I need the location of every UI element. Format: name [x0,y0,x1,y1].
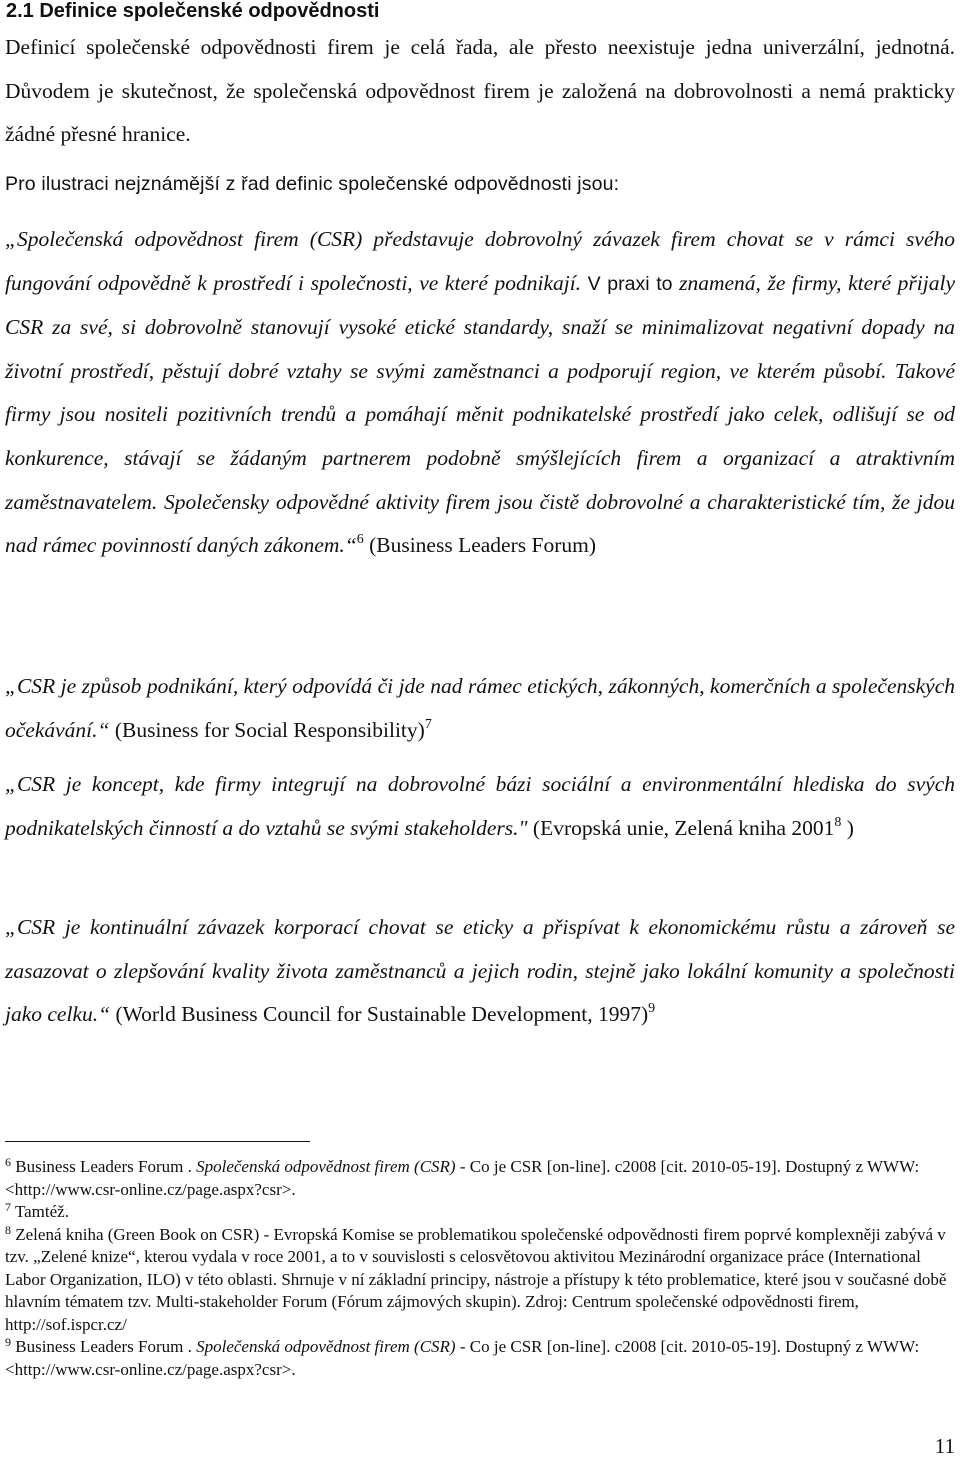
definition-1-quote-a: „Společenská odpovědnost firem (CSR) představuje dobrovolný závazek firem chovat se v rámci svého fungování odpovědně k prostředí i společnosti, ve které podnikají. [5,227,955,295]
footnote-6-title: Společenská odpovědnost firem (CSR) [196,1157,456,1176]
footnote-ref-9[interactable]: 9 [648,1001,656,1017]
definition-1-mid: V praxi to [581,272,680,295]
lead-paragraph: Pro ilustraci nejznámější z řad definic společenské odpovědnosti jsou: [5,173,620,195]
footnote-6-number: 6 [5,1155,11,1169]
definition-4-source: (World Business Council for Sustainable Development, 1997) [110,1002,649,1027]
footnote-6-text: Business Leaders Forum . [11,1157,197,1176]
footnote-7-number: 7 [5,1200,11,1214]
document-page [5,0,955,1464]
footnote-8-number: 8 [5,1222,11,1237]
footnote-9-text: Business Leaders Forum . [11,1337,197,1356]
footnote-9 [5,1336,955,1381]
footnote-6-citation: - Co je CSR [on-line]. c2008 [cit. 2010-05-19]. Dostupný z WWW: <http://www.csr-online.cz/page.aspx?csr>. [5,1157,920,1199]
footnote-9-title: Společenská odpovědnost firem (CSR) [196,1337,456,1356]
definition-2 [5,665,955,752]
footnote-ref-6[interactable]: 6 [356,532,364,548]
footnote-6 [5,1156,955,1201]
definition-3-quote: „CSR je koncept, kde firmy integrují na dobrovolné bázi sociální a environmentální hlediska do svých podnikatelských činností a do vztahů se svými stakeholders." [5,772,955,840]
footnotes [5,1156,955,1381]
page-number: 11 [934,1434,955,1458]
footnote-ref-7[interactable]: 7 [424,716,432,732]
footnote-7 [5,1201,955,1224]
definition-4 [5,906,955,1037]
section-heading: 2.1 Definice společenské odpovědnosti [6,0,380,22]
definition-2-quote: „CSR je způsob podnikání, který odpovídá či jde nad rámec etických, zákonných, komerčních a společenských očekávání.“ [5,674,955,742]
definition-3-source-b: ) [841,815,854,840]
definition-3-source-a: (Evropská unie, Zelená kniha 2001 [527,815,835,840]
definition-4-quote: „CSR je kontinuální závazek korporací chovat se eticky a přispívat k ekonomickému růstu a zároveň se zasazovat o zlepšování kvality života zaměstnanců a jejich rodin, stejně jako lokální komunity a společnosti jako celku.“ [5,915,955,1027]
definition-1-quote-b: znamená, že firmy, které přijaly CSR za své, si dobrovolně stanovují vysoké etické standardy, snaží se minimalizovat negativní dopady na životní prostředí, pěstují dobré vztahy se svými zaměstnanci a podporují region, ve kterém působí. Takové firmy jsou nositeli pozitivních trendů a pomáhají měnit podnikatelské prostředí jako celek, odlišují se od konkurence, stávají se žádaným partnerem podobně smýšlejících firem a organizací a atraktivním zaměstnavatelem. Společensky odpovědné aktivity firem jsou čistě dobrovolné a charakteristické tím, že jdou nad rámec povinností daných zákonem.“ [5,270,955,558]
footnote-ref-8[interactable]: 8 [834,814,842,830]
footnote-7-text: Tamtéž. [11,1202,69,1221]
intro-paragraph: Definicí společenské odpovědnosti firem je celá řada, ale přesto neexistuje jedna univerzální, jednotná. Důvodem je skutečnost, že společenská odpovědnost firem je založená na dobrovolnosti a nemá prakticky žádné přesné hranice. [5,35,955,147]
footnote-9-citation: - Co je CSR [on-line]. c2008 [cit. 2010-05-19]. Dostupný z WWW: <http://www.csr-online.cz/page.aspx?csr>. [5,1337,920,1379]
definition-1-source: (Business Leaders Forum) [363,533,596,558]
footnote-9-number: 9 [5,1335,11,1349]
definition-2-source: (Business for Social Responsibility) [109,717,425,742]
definition-1 [5,218,955,568]
footnote-8-text: Zelená kniha (Green Book on CSR) - Evropská Komise se problematikou společenské odpovědnosti firem poprvé komplexněji zabývá v tzv. „Zelené knize“, kterou vydala v roce 2001, a to v souvislosti s celosvětovou aktivitou Mezinárodní organizace práce (International Labor Organization, ILO) v této oblasti. Shrnuje v ní základní principy, nástroje a přístupy k této problematice, které jsou v současné době hlavním tématem tzv. Multi-stakeholder Forum (Fórum zájmových skupin). Zdroj: Centrum společenské odpovědnosti firem, http://sof.ispcr.cz/ [5,1224,947,1334]
footnote-8 [5,1224,955,1337]
footnote-separator [5,1141,310,1142]
definition-3 [5,763,955,850]
